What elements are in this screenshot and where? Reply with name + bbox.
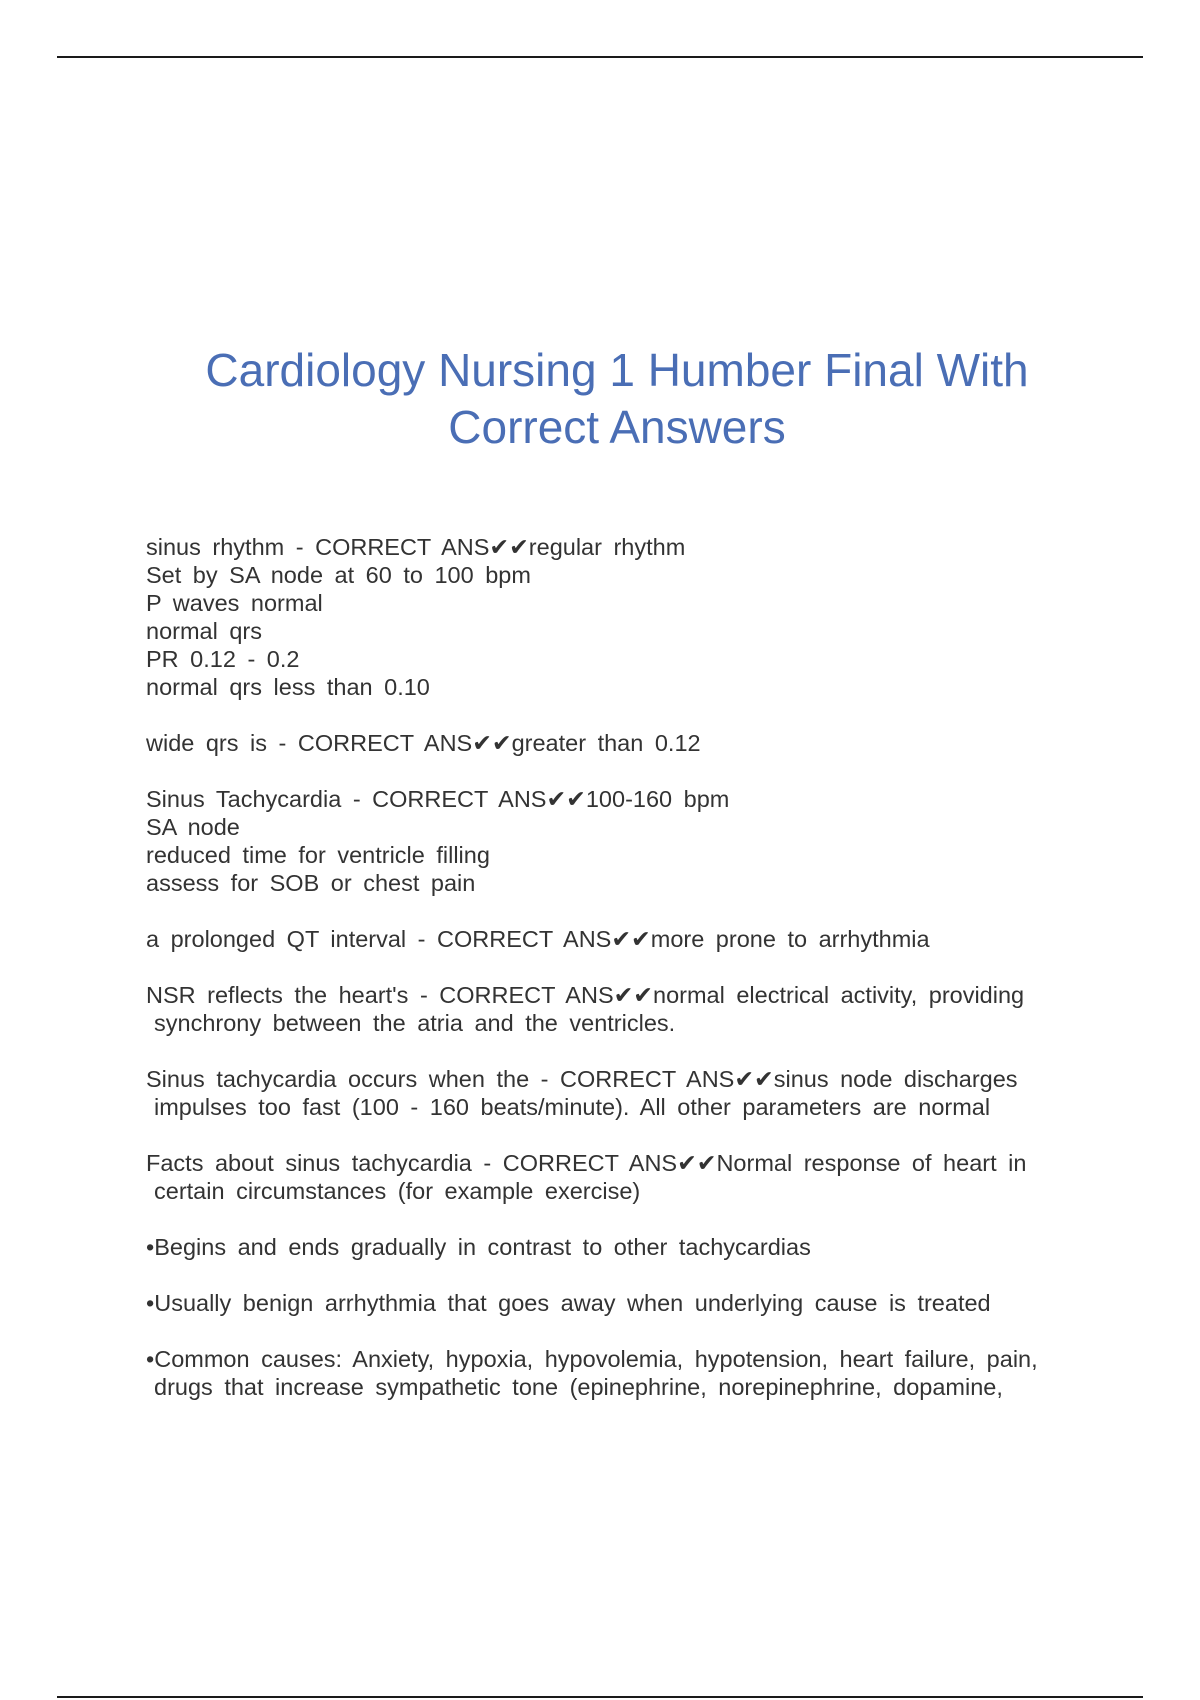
text-line: Set by SA node at 60 to 100 bpm [146, 562, 531, 588]
text-line: wide qrs is - CORRECT ANS✔✔greater than 0.12 [146, 730, 701, 756]
text-line: reduced time for ventricle filling [146, 842, 490, 868]
title-line-2: Correct Answers [448, 400, 786, 453]
text-line: Facts about sinus tachycardia - CORRECT ANS✔✔Normal response of heart in [146, 1150, 1027, 1176]
paragraph-facts-sinus-tachy [146, 1149, 1081, 1205]
text-line: •Begins and ends gradually in contrast to other tachycardias [146, 1234, 811, 1260]
top-rule [57, 56, 1143, 58]
text-line: sinus rhythm - CORRECT ANS✔✔regular rhythm [146, 534, 686, 560]
document-title [120, 342, 1114, 456]
text-line: drugs that increase sympathetic tone (epinephrine, norepinephrine, dopamine, [154, 1374, 1003, 1400]
text-line: a prolonged QT interval - CORRECT ANS✔✔more prone to arrhythmia [146, 926, 930, 952]
text-line: P waves normal [146, 590, 323, 616]
text-line: assess for SOB or chest pain [146, 870, 476, 896]
text-line: •Usually benign arrhythmia that goes away when underlying cause is treated [146, 1290, 991, 1316]
document-body [146, 533, 1081, 1429]
bottom-rule [57, 1696, 1143, 1698]
text-line: impulses too fast (100 - 160 beats/minute). All other parameters are normal [154, 1094, 991, 1120]
text-line: normal qrs [146, 618, 263, 644]
text-line: •Common causes: Anxiety, hypoxia, hypovolemia, hypotension, heart failure, pain, [146, 1346, 1038, 1372]
text-line: normal qrs less than 0.10 [146, 674, 430, 700]
text-line: PR 0.12 - 0.2 [146, 646, 300, 672]
paragraph-nsr [146, 981, 1081, 1037]
text-line: Sinus tachycardia occurs when the - CORRECT ANS✔✔sinus node discharges [146, 1066, 1018, 1092]
text-line: certain circumstances (for example exercise) [154, 1178, 641, 1204]
text-line: synchrony between the atria and the ventricles. [154, 1010, 676, 1036]
paragraph-sinus-tachy-occurs [146, 1065, 1081, 1121]
bullet-common-causes [146, 1345, 1081, 1401]
text-line: NSR reflects the heart's - CORRECT ANS✔✔normal electrical activity, providing [146, 982, 1025, 1008]
paragraph-sinus-rhythm [146, 533, 1081, 701]
text-line: Sinus Tachycardia - CORRECT ANS✔✔100-160 bpm [146, 786, 730, 812]
bullet-begins-ends [146, 1233, 1081, 1261]
title-line-1: Cardiology Nursing 1 Humber Final With [205, 343, 1029, 396]
paragraph-prolonged-qt [146, 925, 1081, 953]
paragraph-wide-qrs [146, 729, 1081, 757]
bullet-usually-benign [146, 1289, 1081, 1317]
text-line: SA node [146, 814, 240, 840]
paragraph-sinus-tachycardia [146, 785, 1081, 897]
